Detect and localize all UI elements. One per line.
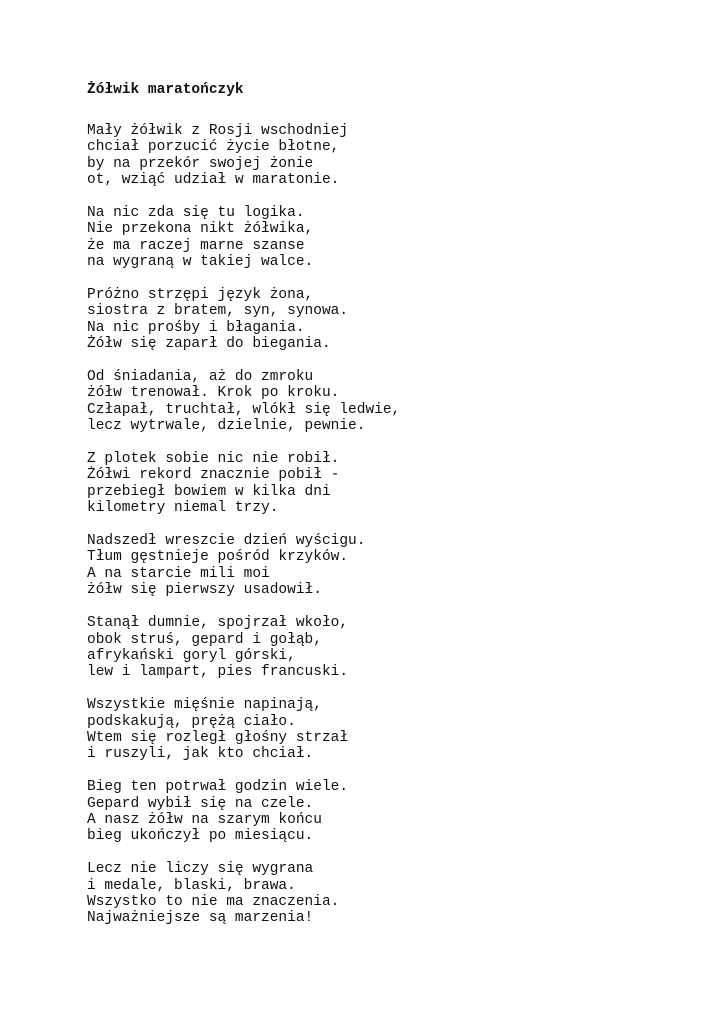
poem-line: kilometry niemal trzy.	[87, 500, 279, 517]
poem-line: obok struś, gepard i gołąb,	[87, 631, 322, 648]
poem-line: lew i lampart, pies francuski.	[87, 664, 349, 681]
stanza	[87, 287, 687, 353]
poem-line: Tłum gęstnieje pośród krzyków.	[87, 549, 349, 566]
poem-line: A nasz żółw na szarym końcu	[87, 811, 322, 828]
poem-line: i medale, blaski, brawa.	[87, 877, 296, 894]
poem-line: Wtem się rozległ głośny strzał	[87, 729, 349, 746]
stanza	[87, 779, 687, 845]
stanza	[87, 123, 687, 189]
poem-line: Z plotek sobie nic nie robił.	[87, 451, 340, 468]
poem-line: Najważniejsze są marzenia!	[87, 910, 314, 927]
poem-line: Żółw się zaparł do biegania.	[87, 336, 331, 353]
stanza	[87, 861, 687, 927]
poem-line: ot, wziąć udział w maratonie.	[87, 172, 340, 189]
poem-line: Na nic zda się tu logika.	[87, 205, 305, 222]
poem-line: Stanął dumnie, spojrzał wkoło,	[87, 615, 349, 632]
stanza	[87, 451, 687, 517]
poem-line: siostra z bratem, syn, synowa.	[87, 303, 349, 320]
poem-line: lecz wytrwale, dzielnie, pewnie.	[87, 418, 366, 435]
stanza	[87, 369, 687, 435]
poem-line: Lecz nie liczy się wygrana	[87, 861, 314, 878]
stanza	[87, 697, 687, 763]
poem-line: chciał porzucić życie błotne,	[87, 139, 340, 156]
poem-line: Wszystkie mięśnie napinają,	[87, 697, 322, 714]
poem-line: Bieg ten potrwał godzin wiele.	[87, 779, 349, 796]
poem-line: afrykański goryl górski,	[87, 647, 296, 664]
stanza	[87, 533, 687, 599]
poem-line: Człapał, truchtał, wlókł się ledwie,	[87, 401, 401, 418]
poem-line: że ma raczej marne szanse	[87, 237, 305, 254]
poem-line: Mały żółwik z Rosji wschodniej	[87, 123, 349, 139]
poem-line: Żółwi rekord znacznie pobił -	[87, 467, 340, 484]
stanza	[87, 205, 687, 271]
poem-line: przebiegł bowiem w kilka dni	[87, 483, 331, 500]
poem-line: by na przekór swojej żonie	[87, 155, 314, 172]
poem	[87, 82, 687, 943]
poem-line: Gepard wybił się na czele.	[87, 795, 314, 812]
poem-line: Od śniadania, aż do zmroku	[87, 369, 314, 386]
poem-line: Nadszedł wreszcie dzień wyścigu.	[87, 533, 366, 550]
poem-title: Żółwik maratończyk	[87, 82, 244, 98]
poem-body	[87, 123, 687, 927]
poem-line: Próżno strzępi język żona,	[87, 287, 314, 304]
poem-line: żółw trenował. Krok po kroku.	[87, 385, 340, 402]
poem-line: bieg ukończył po miesiącu.	[87, 828, 314, 845]
poem-line: Nie przekona nikt żółwika,	[87, 221, 314, 238]
poem-line: na wygraną w takiej walce.	[87, 254, 314, 271]
poem-line: żółw się pierwszy usadowił.	[87, 582, 322, 599]
stanza	[87, 615, 687, 681]
poem-line: i ruszyli, jak kto chciał.	[87, 746, 314, 763]
poem-line: Na nic prośby i błagania.	[87, 319, 305, 336]
poem-line: A na starcie mili moi	[87, 565, 270, 582]
poem-line: Wszystko to nie ma znaczenia.	[87, 893, 340, 910]
poem-line: podskakują, prężą ciało.	[87, 713, 296, 730]
